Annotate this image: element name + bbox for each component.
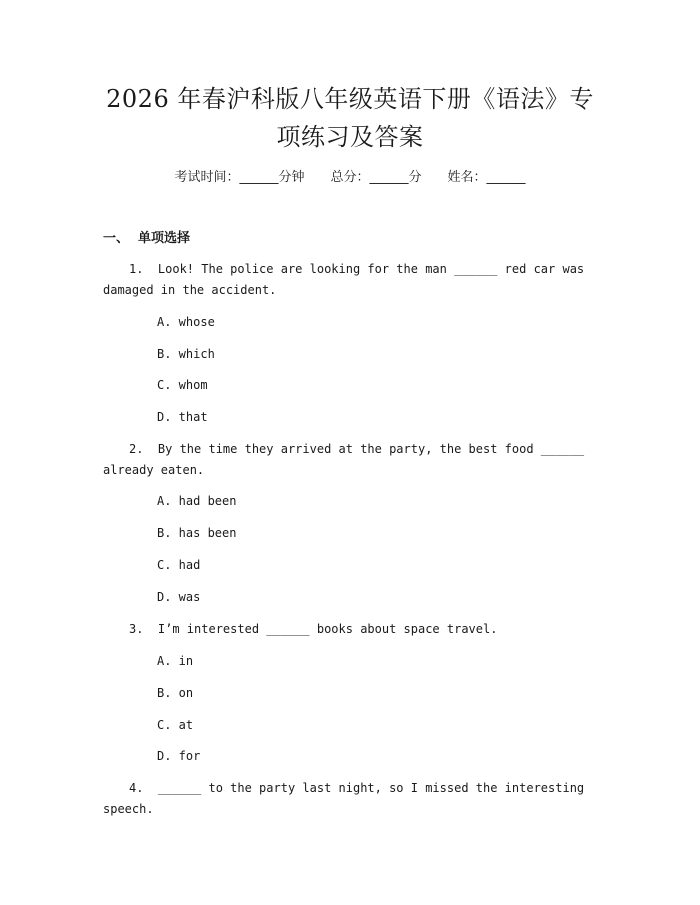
total-score-field: 总分：______分 — [330, 170, 422, 185]
name-field: 姓名：______ — [447, 170, 526, 185]
question-1-option-c: C. whom — [157, 378, 208, 392]
section-heading: 一、 单项选择 — [103, 231, 191, 246]
question-3-option-c: C. at — [157, 718, 194, 732]
question-3-text: 3. I’m interested ______ books about space travel. — [129, 622, 498, 636]
question-1-text-cont: damaged in the accident. — [103, 283, 277, 297]
question-2-option-c: C. had — [157, 558, 201, 572]
question-1-option-b: B. which — [157, 347, 215, 361]
page-title-line-1: 2026 年春沪科版八年级英语下册《语法》专 — [106, 85, 594, 113]
question-3-option-b: B. on — [157, 686, 194, 700]
question-2-text: 2. By the time they arrived at the party, the best food ______ — [129, 442, 585, 456]
question-4-text-cont: speech. — [103, 802, 154, 816]
question-1-option-d: D. that — [157, 410, 208, 424]
question-4-text: 4. ______ to the party last night, so I missed the interesting — [129, 781, 585, 795]
exam-time-field: 考试时间：______分钟 — [174, 170, 305, 185]
question-1-option-a: A. whose — [157, 315, 215, 329]
question-2-option-d: D. was — [157, 590, 201, 604]
question-2-option-a: A. had been — [157, 494, 237, 508]
question-1-text: 1. Look! The police are looking for the man ______ red car was — [129, 262, 585, 276]
question-3-option-d: D. for — [157, 749, 201, 763]
question-2-text-cont: already eaten. — [103, 463, 205, 477]
page-title-line-2: 项练习及答案 — [276, 123, 424, 151]
exam-meta — [0, 168, 700, 188]
question-2-option-b: B. has been — [157, 526, 237, 540]
question-3-option-a: A. in — [157, 654, 194, 668]
